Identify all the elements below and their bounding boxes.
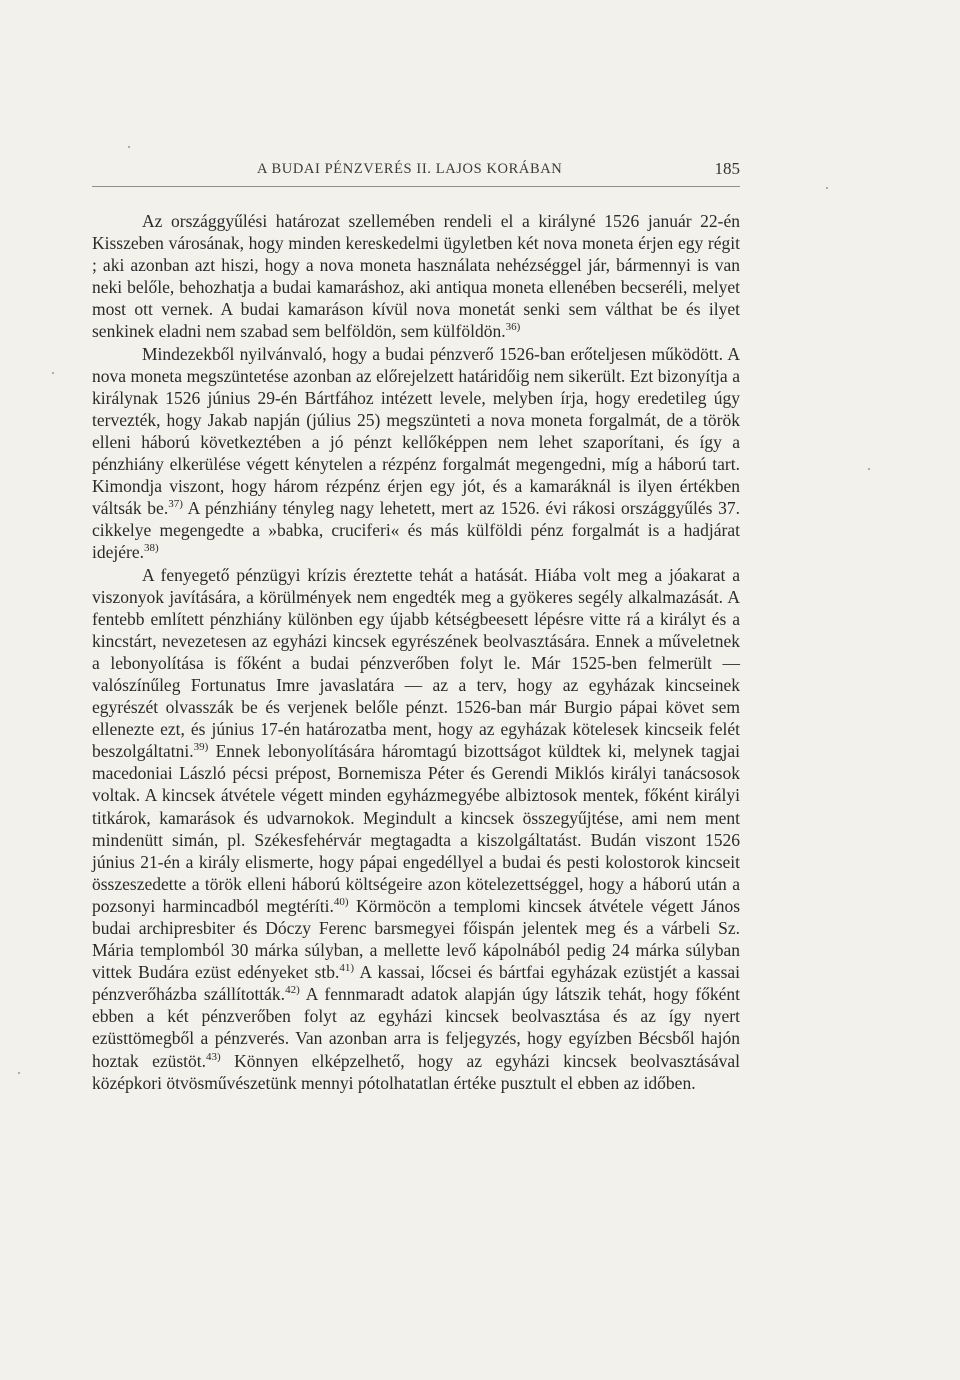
header-rule: [92, 186, 740, 187]
text-run: A fennmaradt adatok alapján úgy látszik tehát, hogy főként ebben a két pénzverőben folyt az egyházi kincsek beolvasztása és az így nyert ezüsttömegből a pénzverés. Van azonban arra is feljegyzés, hogy egyízben Bécsből hajón hoztak ezüstöt.: [92, 984, 740, 1071]
body-text: [92, 210, 740, 1094]
page-number: 185: [714, 159, 740, 178]
text-run: Ennek lebonyolítására háromtagú bizottságot küldtek ki, melynek tagjai macedoniai László pécsi prépost, Bornemisza Péter és Gerendi Miklós királyi tanácsosok voltak. A kincsek átvétele végett minden egyházmegyébe albiztosok mentek, főként királyi titkárok, kamarások és udvarnokok. Megindult a kincsek összegyűjtése, ami nem ment mindenütt simán, pl. Székesfehérvár megtagadta a kiszolgáltatást. Budán viszont 1526 június 21-én a király elismerte, hogy pápai engedéllyel a budai és pesti kolostorok kincseit összeszedette a török elleni háború költségeire azon kötelezettséggel, hogy a háború után a pozsonyi harmincadból megtéríti.: [92, 741, 740, 916]
text-run: Könnyen elképzelhető, hogy az egyházi kincsek beolvasztásával középkori ötvösművészetünk mennyi pótolhatatlan értéke pusztult el ebben az időben.: [92, 1050, 741, 1093]
footnote-reference: 43): [206, 1050, 221, 1063]
scan-speck: [52, 372, 54, 374]
paragraph: [92, 564, 740, 1094]
footnote-reference: 42): [285, 984, 300, 997]
footnote-reference: 39): [193, 741, 209, 754]
text-run: A kassai, lőcsei és bártfai egyházak ezüstjét a kassai pénzverőházba szállították.: [92, 962, 741, 1005]
paragraph: [92, 343, 740, 564]
text-run: A pénzhiány tényleg nagy lehetett, mert az 1526. évi rákosi országgyűlés 37. cikkelye megengedte a »babka, cruciferi« és más külföldi pénz forgalmát is a hadjárat idejére.: [92, 498, 741, 563]
footnote-reference: 41): [339, 962, 355, 975]
scan-speck: [128, 146, 130, 148]
running-title: A BUDAI PÉNZVERÉS II. LAJOS KORÁBAN: [257, 161, 563, 177]
scan-speck: [18, 1072, 20, 1074]
text-run: A fenyegető pénzügyi krízis éreztette tehát a hatását. Hiába volt meg a jóakarat a viszonyok javítására, a körülmények nem engedték meg a gyökeres segély alkalmazását. A fentebb említett pénzhiány különben egy újabb kétségbeesett lépésre vitte rá a királyt és a kincstárt, nevezetesen az egyházi kincsek egyrészének beolvasztására. Ennek a műveletnek a lebonyolítása is főként a budai pénzverőben folyt le. Már 1525-ben felmerült — valószínűleg Fortunatus Imre javaslatára — az a terv, hogy az egyházak kincseinek egyrészét olvasszák be és verjenek belőle pénzt. 1526-ban már Burgio pápai követ sem ellenezte ezt, és június 17-én határozatba ment, hogy az egyházak kötelesek kincseik felét beszolgáltatni.: [92, 564, 740, 762]
text-run: Körmöcön a templomi kincsek átvétele végett János budai archipresbiter és Dóczy Ferenc barsmegyei főispán jelentek meg és a várbeli Sz. Mária templomból 30 márka súlyban, a mellette levő kápolnából pedig 24 márka súlyban vittek Budára ezüst edényeket stb.: [92, 895, 741, 983]
scan-speck: [868, 468, 870, 470]
footnote-reference: 38): [143, 542, 159, 555]
footnote-reference: 36): [505, 321, 521, 334]
page-header: [92, 155, 740, 185]
scan-speck: [826, 187, 828, 189]
text-run: Mindezekből nyilvánvaló, hogy a budai pénzverő 1526-ban erőteljesen működött. A nova moneta megszüntetése azonban az előrejelzett határidőig nem sikerült. Ezt bizonyítja a királynak 1526 június 29-én Bártfához intézett levele, melyben írja, hogy eredetileg úgy tervezték, hogy Jakab napján (július 25) megszünteti a nova moneta forgalmát, de a török elleni háború következtében a jó pénzt kellőképpen nem lehet szaporítani, és így a pénzhiány elkerülése végett kénytelen a rézpénz forgalmát megengedni, míg a háború tart. Kimondja viszont, hogy három rézpénz érjen egy jót, és a kamaráknál is ilyen értékben váltsák be.: [92, 343, 740, 519]
text-run: Az országgyűlési határozat szellemében rendeli el a királyné 1526 január 22-én Kisszeben városának, hogy minden kereskedelmi ügyletben két nova moneta érjen egy régit ; aki azonban azt hiszi, hogy a nova moneta használata nehézséggel jár, bármennyi is van neki belőle, behozhatja a budai kamaráshoz, aki antiqua moneta ellenében becseréli, melyet most ott vernek. A budai kamaráson kívül nova monetát senki sem válthat be és ilyet senkinek eladni nem szabad sem belföldön, sem külföldön.: [92, 211, 740, 342]
footnote-reference: 40): [333, 896, 349, 909]
paragraph: [92, 210, 740, 343]
footnote-reference: 37): [168, 498, 183, 511]
